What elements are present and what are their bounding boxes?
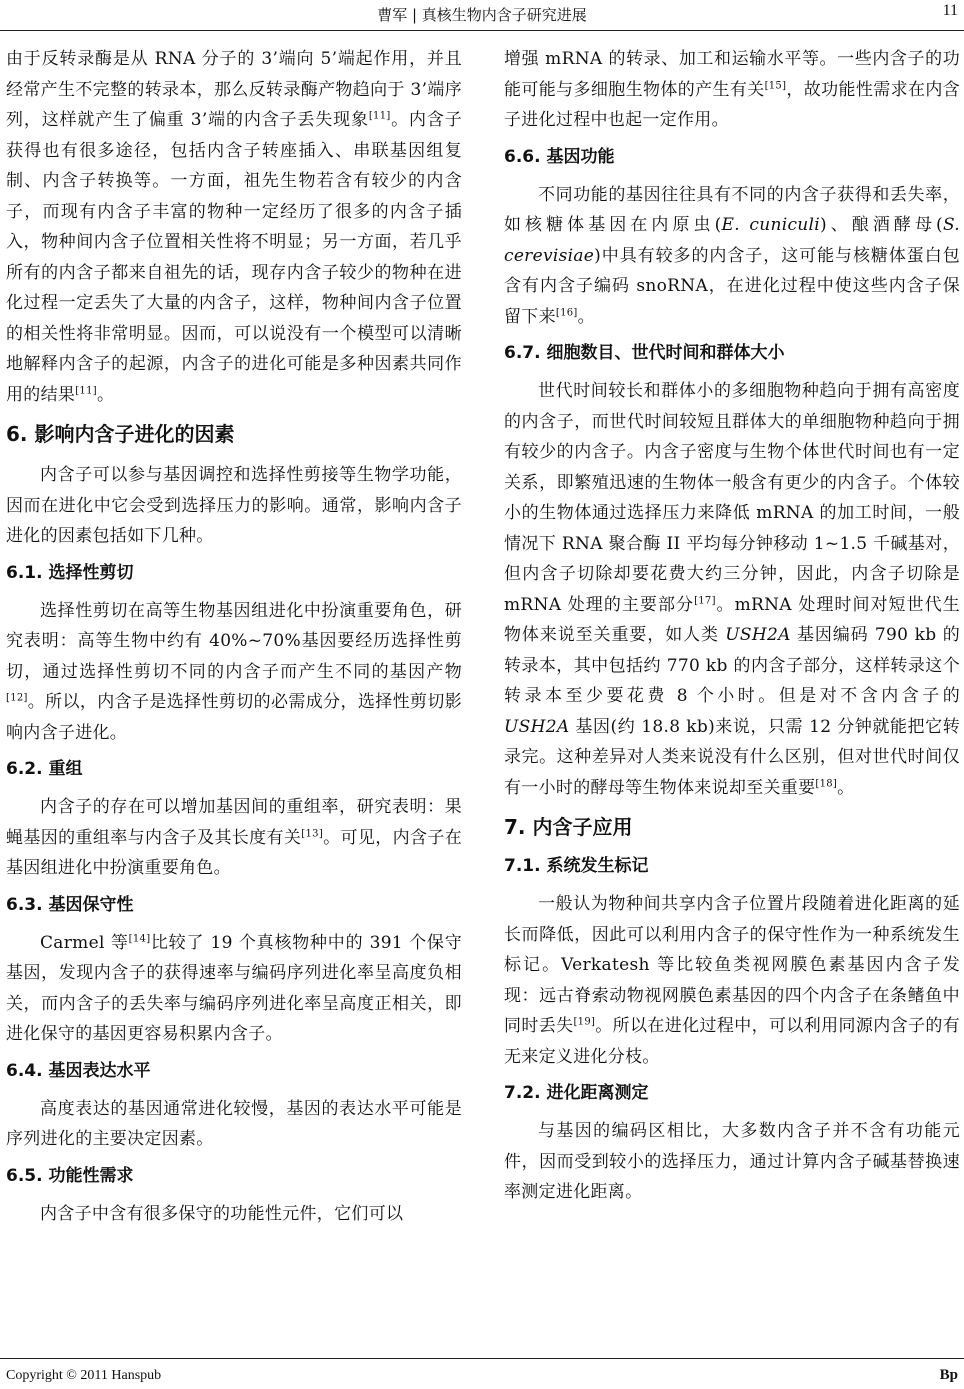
species-name: S. cerevisiae bbox=[504, 215, 961, 266]
journal-abbreviation: Bp bbox=[939, 1367, 958, 1383]
subsection-heading-7-1: 7.1. 系统发生标记 bbox=[504, 856, 649, 876]
subsection-heading-6-4: 6.4. 基因表达水平 bbox=[6, 1060, 151, 1081]
running-title: 曹军 | 真核生物内含子研究进展 bbox=[377, 6, 587, 24]
citation[interactable]: [19] bbox=[573, 1016, 596, 1028]
citation[interactable]: [12] bbox=[6, 692, 28, 704]
right-column bbox=[504, 44, 960, 1208]
subsection-heading-7-2: 7.2. 进化距离测定 bbox=[504, 1083, 649, 1103]
citation[interactable]: [11] bbox=[368, 110, 391, 122]
species-name: E. cuniculi bbox=[721, 215, 821, 235]
section-6-paragraph: 内含子可以参与基因调控和选择性剪接等生物学功能，因而在进化中它会受到选择压力的影响。通常，影响内含子进化的因素包括如下几种。 bbox=[6, 465, 462, 546]
citation[interactable]: [11] bbox=[75, 384, 97, 396]
section-6-5-paragraph: 内含子中含有很多保守的功能性元件，它们可以 bbox=[40, 1203, 404, 1224]
gene-name: USH2A bbox=[725, 625, 791, 645]
section-6-7-paragraph: 世代时间较长和群体小的多细胞物种趋向于拥有高密度的内含子，而世代时间较短且群体大的单细胞物种趋向于拥有较少的内含子。内含子密度与生物个体世代时间也有一定关系，即繁殖迅速的生物体一般含有更少的内含子。个体较小的生物体通过选择压力来降低 mRNA 的加工时间，一般情况下 RNA 聚合酶 II 平均每分钟移动 1~1.5 千碱基对，但内含子切除却要花费大约三分钟，因此，内含子切除是 mRNA 处理的主要部分[17]。mRNA 处理时间对短世代生物体来说至关重要，如人类 USH2A 基因编码 790 kb 的转录本，其中包括约 770 kb 的内含子部分，这样转录这个转录本至少要花费 8 个小时。但是对不含内含子的 USH2A 基因(约 18.8 kb)来说，只需 12 分钟就能把它转录完。这种差异对人类来说没有什么区别，但对世代时间仅有一小时的酵母等生物体来说却至关重要[18]。 bbox=[504, 381, 960, 798]
section-7-1-paragraph: 一般认为物种间共享内含子位置片段随着进化距离的延长而降低，因此可以利用内含子的保守性作为一种系统发生标记。Verkatesh 等比较鱼类视网膜色素基因内含子发现：远古脊索动物视网膜色素基因的四个内含子在条鳍鱼中同时丢失[19]。所以在进化过程中，可以利用同源内含子的有无来定义进化分枝。 bbox=[504, 894, 960, 1067]
subsection-heading-6-7: 6.7. 细胞数目、世代时间和群体大小 bbox=[504, 343, 785, 363]
page-number: 11 bbox=[942, 2, 958, 19]
section-6-1-paragraph: 选择性剪切在高等生物基因组进化中扮演重要角色，研究表明：高等生物中约有 40%~70%基因要经历选择性剪切，通过选择性剪切不同的内含子而产生不同的基因产物[12]。所以，内含子是选择性剪切的必需成分，选择性剪切影响内含子进化。 bbox=[6, 600, 462, 743]
section-6-4-paragraph: 高度表达的基因通常进化较慢，基因的表达水平可能是序列进化的主要决定因素。 bbox=[6, 1098, 462, 1149]
subsection-heading-6-2: 6.2. 重组 bbox=[6, 759, 83, 779]
citation[interactable]: [16] bbox=[555, 306, 578, 318]
left-column bbox=[6, 44, 462, 1229]
subsection-heading-6-1: 6.1. 选择性剪切 bbox=[6, 562, 134, 583]
copyright-notice: Copyright © 2011 Hanspub bbox=[6, 1368, 162, 1383]
gene-name: USH2A bbox=[504, 716, 570, 737]
intro-paragraph: 由于反转录酶是从 RNA 分子的 3’端向 5’端起作用，并且经常产生不完整的转录本，那么反转录酶产物趋向于 3’端序列，这样就产生了偏重 3’端的内含子丢失现象[11]。内含子获得也有很多途径，包括内含子转座插入、串联基因组复制、内含子转换等。一方面，祖先生物若含有较少的内含子，而现有内含子丰富的物种一定经历了很多的内含子插入，物种间内含子位置相关性将不明显；另一方面，若几乎所有的内含子都来自祖先的话，现存内含子较少的物种在进化过程一定丢失了大量的内含子，这样，物种间内含子位置的相关性将非常明显。因而，可以说没有一个模型可以清晰地解释内含子的起源，内含子的进化可能是多种因素共同作用的结果[11]。 bbox=[6, 49, 462, 405]
section-6-2-paragraph: 内含子的存在可以增加基因间的重组率，研究表明：果蝇基因的重组率与内含子及其长度有关[13]。可见，内含子在基因组进化中扮演重要角色。 bbox=[6, 797, 462, 878]
citation[interactable]: [18] bbox=[815, 777, 838, 789]
subsection-heading-6-5: 6.5. 功能性需求 bbox=[6, 1165, 134, 1186]
section-7-2-paragraph: 与基因的编码区相比，大多数内含子并不含有功能元件，因而受到较小的选择压力，通过计算内含子碱基替换速率测定进化距离。 bbox=[504, 1121, 960, 1202]
page-footer bbox=[0, 1358, 964, 1389]
section-heading-7: 7. 内含子应用 bbox=[504, 815, 633, 839]
citation[interactable]: [13] bbox=[301, 827, 324, 839]
section-6-6-paragraph: 不同功能的基因往往具有不同的内含子获得和丢失率，如核糖体基因在内原虫(E. cuniculi)、酿酒酵母(S. cerevisiae)中具有较多的内含子，这可能与核糖体蛋白包含有内含子编码 snoRNA，在进化过程中使这些内含子保留下来[16]。 bbox=[504, 184, 961, 327]
subsection-heading-6-3: 6.3. 基因保守性 bbox=[6, 894, 134, 915]
citation[interactable]: [15] bbox=[764, 79, 787, 91]
citation[interactable]: [17] bbox=[694, 594, 716, 606]
section-6-3-paragraph: Carmel 等[14]比较了 19 个真核物种中的 391 个保守基因，发现内含子的获得速率与编码序列进化率呈高度负相关，而内含子的丢失率与编码序列进化率呈高度正相关，即进化保守的基因更容易积累内含子。 bbox=[6, 932, 462, 1044]
section-heading-6: 6. 影响内含子进化的因素 bbox=[6, 422, 235, 446]
subsection-heading-6-6: 6.6. 基因功能 bbox=[504, 146, 615, 167]
citation[interactable]: [14] bbox=[128, 932, 151, 944]
continued-paragraph: 增强 mRNA 的转录、加工和运输水平等。一些内含子的功能可能与多细胞生物体的产生有关[15]，故功能性需求在内含子进化过程中也起一定作用。 bbox=[504, 49, 961, 130]
running-header bbox=[0, 0, 964, 31]
